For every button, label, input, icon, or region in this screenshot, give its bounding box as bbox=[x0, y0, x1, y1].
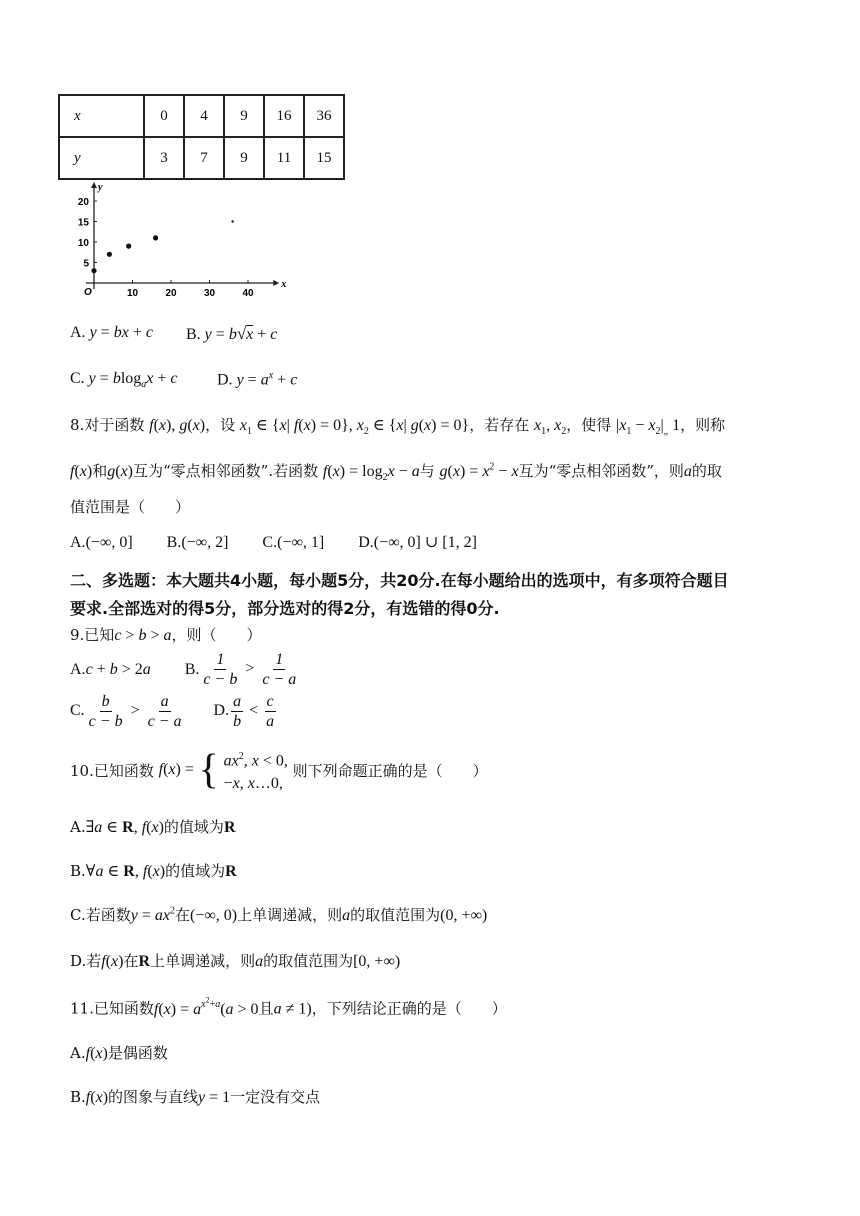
q10-option-d: D.若f(x)在R上单调递减，则a的取值范围为[0, +∞) bbox=[70, 952, 401, 970]
y-axis-arrow bbox=[91, 182, 97, 188]
q7-option-a: A. y = bx + c bbox=[70, 324, 153, 341]
data-point bbox=[91, 268, 96, 273]
q11-option-a: A.f(x)是偶函数 bbox=[70, 1044, 168, 1062]
data-point bbox=[107, 252, 112, 257]
table-cell: 11 bbox=[264, 137, 304, 179]
q7-option-b: B. y = b√x + c bbox=[186, 324, 278, 343]
table-row-x bbox=[59, 95, 344, 137]
y-tick-label: 10 bbox=[77, 238, 89, 249]
table-cell: 9 bbox=[224, 95, 264, 137]
section-2-line-1: 二、多选题：本大题共4小题，每小题5分，共20分.在每小题给出的选项中，有多项符合题目 bbox=[70, 571, 729, 590]
q8-line-3: 值范围是（ ） bbox=[70, 498, 191, 516]
section-2-line-2: 要求.全部选对的得5分，部分选对的得2分，有选错的得0分. bbox=[70, 599, 500, 618]
y-tick-label: 20 bbox=[77, 197, 89, 208]
table-cell: 4 bbox=[184, 95, 224, 137]
q10-option-a: A.∃a ∈ R, f(x)的值域为R bbox=[70, 818, 236, 836]
data-point bbox=[231, 220, 233, 222]
y-tick-label: 5 bbox=[83, 258, 89, 270]
scatter-chart bbox=[60, 180, 290, 305]
q10-option-c: C.若函数$y = ax^2$在(−∞, 0)上单调递减，则a的取值范围为(0, +∞) bbox=[70, 905, 488, 924]
q9-options-ab: A.c + b > 2a B. $\frac{1}{c - b}$ > $\frac{1}{c - a}$ bbox=[70, 651, 297, 688]
q8-line-1: 8.对于函数 f(x), g(x)，设 $x_1$ ∈ {x| f(x) = 0}, $x_2$ ∈ {x| g(x) = 0}，若存在 $x_1$, $x_2$，使得 $|x_1 - x_2|_„$ 1，则称 bbox=[70, 416, 726, 438]
x-tick-label: 30 bbox=[203, 288, 216, 299]
data-point bbox=[153, 235, 158, 240]
data-point bbox=[126, 244, 131, 249]
table-cell: 9 bbox=[224, 137, 264, 179]
table-cell: 15 bbox=[304, 137, 344, 179]
x-axis-label: x bbox=[281, 279, 287, 290]
q8-options: A.(−∞, 0] B.(−∞, 2] C.(−∞, 1] D.(−∞, 0] ∪ [1, 2] bbox=[70, 534, 477, 551]
table-cell: 7 bbox=[184, 137, 224, 179]
x-tick-label: 20 bbox=[165, 288, 177, 299]
q10-option-b: B.∀a ∈ R, f(x)的值域为R bbox=[70, 862, 237, 880]
origin-label: O bbox=[84, 287, 92, 298]
table-header-x: x bbox=[59, 95, 144, 137]
data-table bbox=[58, 94, 345, 180]
x-tick-label: 40 bbox=[242, 288, 254, 299]
y-axis-label: y bbox=[98, 182, 103, 193]
q7-option-c: C. y = blog$_a$x + c bbox=[70, 370, 178, 391]
q10-stem: 10.已知函数 f(x) = { $ax^2$, x < 0, −x, x…0, 则下列命题正确的是（ ） bbox=[70, 747, 488, 794]
q8-line-2: f(x)和g(x)互为“零点相邻函数”.若函数 $f(x) = \log_2x - a$与 $g(x) = x^2 - x$互为“零点相邻函数”，则a的取 bbox=[70, 461, 722, 484]
x-axis-arrow bbox=[273, 280, 279, 286]
q9-stem: 9.已知c > b > a，则（ ） bbox=[70, 626, 262, 644]
table-cell: 16 bbox=[264, 95, 304, 137]
y-tick-label: 15 bbox=[77, 217, 89, 229]
q9-options-cd: C. $\frac{b}{c - b}$ > $\frac{a}{c - a}$ D. $\frac{a}{b}$ < $\frac{c}{a}$ bbox=[70, 693, 275, 730]
table-cell: 0 bbox=[144, 95, 184, 137]
q11-option-b: B.f(x)的图象与直线y = 1一定没有交点 bbox=[70, 1088, 321, 1106]
x-tick-label: 10 bbox=[126, 288, 139, 299]
q11-stem: 11.已知函数$f(x) = a^{x^2+a}(a > 0$且a ≠ 1)，下列结论正确的是（ ） bbox=[70, 996, 507, 1018]
table-header-y: y bbox=[59, 137, 144, 179]
q7-option-d: D. $y = a^x + c$ bbox=[217, 370, 298, 389]
table-cell: 36 bbox=[304, 95, 344, 137]
table-cell: 3 bbox=[144, 137, 184, 179]
table-row-y bbox=[59, 137, 344, 179]
